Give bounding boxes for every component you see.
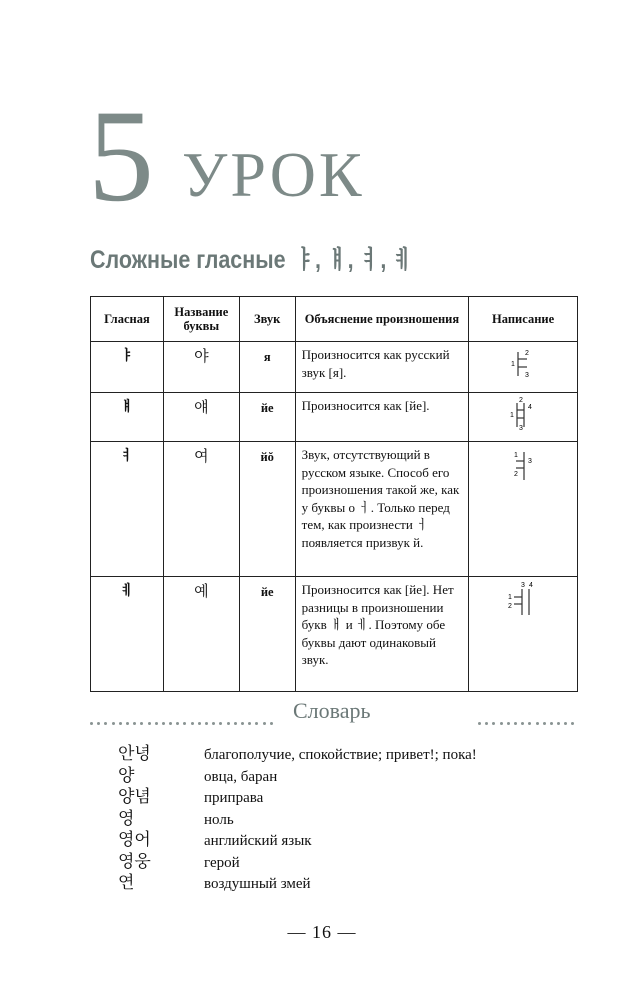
table-row (91, 342, 578, 393)
stroke-number: 3 (525, 372, 529, 379)
lesson-heading (88, 82, 568, 229)
stroke-number: 4 (528, 404, 532, 411)
list-item (118, 830, 578, 852)
sound-cell: йе (239, 577, 295, 692)
list-item (118, 809, 578, 831)
korean-word: 양 (118, 765, 135, 786)
divider-dot (514, 722, 517, 725)
table-row (91, 442, 578, 577)
divider-dot (219, 722, 222, 725)
letter-name-cell: 얘 (163, 393, 239, 442)
divider-dot (521, 722, 524, 725)
vocabulary-list (118, 744, 578, 895)
divider-dot (255, 722, 258, 725)
list-item (118, 852, 578, 874)
dotted-divider (90, 712, 282, 716)
vowel-cell: ㅑ (91, 342, 164, 393)
section-vowels: ㅑ, ㅒ, ㅕ, ㅖ (294, 246, 414, 274)
list-item (118, 873, 578, 895)
header-explanation: Объяснение произношения (295, 297, 469, 342)
divider-dot (126, 722, 129, 725)
divider-dot (133, 722, 136, 725)
vocabulary-header (90, 698, 580, 728)
vowel-cell: ㅖ (91, 577, 164, 692)
vowel-cell: ㅕ (91, 442, 164, 577)
divider-dot (564, 722, 567, 725)
vowel-cell: ㅒ (91, 393, 164, 442)
stroke-order-diagram (508, 346, 538, 380)
divider-dot (104, 722, 107, 725)
stroke-order-diagram (504, 581, 542, 619)
section-title-text: Сложные гласные (90, 246, 286, 274)
list-item (118, 766, 578, 788)
header-sound: Звук (239, 297, 295, 342)
divider-dot (191, 722, 194, 725)
divider-dot (176, 722, 179, 725)
explanation-cell: Произносится как [йе]. Нет разницы в произношении букв ㅐ и ㅔ. Поэтому обе буквы дают одинаковый звук. (295, 577, 469, 692)
divider-dot (212, 722, 215, 725)
divider-dot (148, 722, 151, 725)
korean-word: 안녕 (118, 744, 151, 764)
stroke-number: 3 (519, 425, 523, 431)
korean-word: 영웅 (118, 851, 151, 872)
divider-dot (227, 722, 230, 725)
stroke-number: 2 (508, 603, 512, 610)
dotted-divider (478, 712, 580, 716)
stroke-number: 3 (521, 582, 525, 589)
korean-word: 연 (118, 873, 135, 893)
table-row (91, 577, 578, 692)
divider-dot (241, 722, 244, 725)
list-item (118, 787, 578, 809)
header-vowel: Гласная (91, 297, 164, 342)
divider-dot (270, 722, 273, 725)
stroke-number: 1 (510, 412, 514, 419)
divider-dot (557, 722, 560, 725)
russian-translation: английский язык (204, 833, 312, 849)
divider-dot (248, 722, 251, 725)
stroke-order-cell (469, 342, 578, 393)
table-row (91, 393, 578, 442)
russian-translation: воздушный змей (204, 876, 311, 892)
sound-cell: йŏ (239, 442, 295, 577)
sound-cell: йе (239, 393, 295, 442)
header-writing: Написание (469, 297, 578, 342)
explanation-cell: Звук, отсутствующий в русском языке. Способ его произношения такой же, как у буквы о ㅓ. Только перед тем, как произнести ㅓ появляется призвук й. (295, 442, 469, 577)
korean-word: 영 (118, 808, 135, 829)
divider-dot (169, 722, 172, 725)
stroke-order-cell (469, 442, 578, 577)
vocabulary-title: Словарь (293, 698, 371, 723)
explanation-cell: Произносится как [йе]. (295, 393, 469, 442)
divider-dot (492, 722, 495, 725)
russian-translation: герой (204, 854, 240, 871)
divider-dot (500, 722, 503, 725)
divider-dot (97, 722, 100, 725)
list-item (118, 744, 578, 766)
stroke-number: 4 (529, 582, 533, 589)
divider-dot (528, 722, 531, 725)
divider-dot (162, 722, 165, 725)
stroke-number: 1 (508, 594, 512, 601)
explanation-cell: Произносится как русский звук [я]. (295, 342, 469, 393)
divider-dot (90, 722, 93, 725)
stroke-order-cell (469, 577, 578, 692)
stroke-order-diagram (506, 397, 540, 431)
stroke-number: 1 (511, 361, 515, 368)
lesson-number: 5 (88, 82, 154, 229)
letter-name-cell: 여 (163, 442, 239, 577)
divider-dot (140, 722, 143, 725)
divider-dot (205, 722, 208, 725)
divider-dot (543, 722, 546, 725)
divider-dot (536, 722, 539, 725)
page-number: — 16 — (287, 922, 357, 942)
stroke-number: 2 (519, 397, 523, 404)
stroke-number: 2 (525, 350, 529, 357)
section-title (90, 240, 413, 276)
divider-dot (155, 722, 158, 725)
vowels-table (90, 296, 578, 692)
russian-translation: ноль (204, 811, 234, 828)
divider-dot (119, 722, 122, 725)
table-header-row (91, 297, 578, 342)
divider-dot (263, 722, 266, 725)
divider-dot (234, 722, 237, 725)
korean-word: 영어 (118, 830, 151, 850)
divider-dot (198, 722, 201, 725)
stroke-number: 1 (514, 452, 518, 459)
letter-name-cell: 예 (163, 577, 239, 692)
divider-dot (485, 722, 488, 725)
letter-name-cell: 야 (163, 342, 239, 393)
stroke-order-cell (469, 393, 578, 442)
russian-translation: приправа (204, 790, 264, 806)
lesson-word: УРОК (182, 139, 365, 210)
header-name: Название буквы (163, 297, 239, 342)
stroke-number: 3 (528, 458, 532, 465)
divider-dot (550, 722, 553, 725)
sound-cell: я (239, 342, 295, 393)
russian-translation: овца, баран (204, 768, 278, 785)
stroke-order-diagram (508, 446, 538, 484)
divider-dot (478, 722, 481, 725)
russian-translation: благополучие, спокойствие; привет!; пока! (204, 747, 477, 763)
divider-dot (183, 722, 186, 725)
divider-dot (571, 722, 574, 725)
stroke-number: 2 (514, 471, 518, 478)
divider-dot (112, 722, 115, 725)
divider-dot (507, 722, 510, 725)
korean-word: 양념 (118, 787, 151, 807)
